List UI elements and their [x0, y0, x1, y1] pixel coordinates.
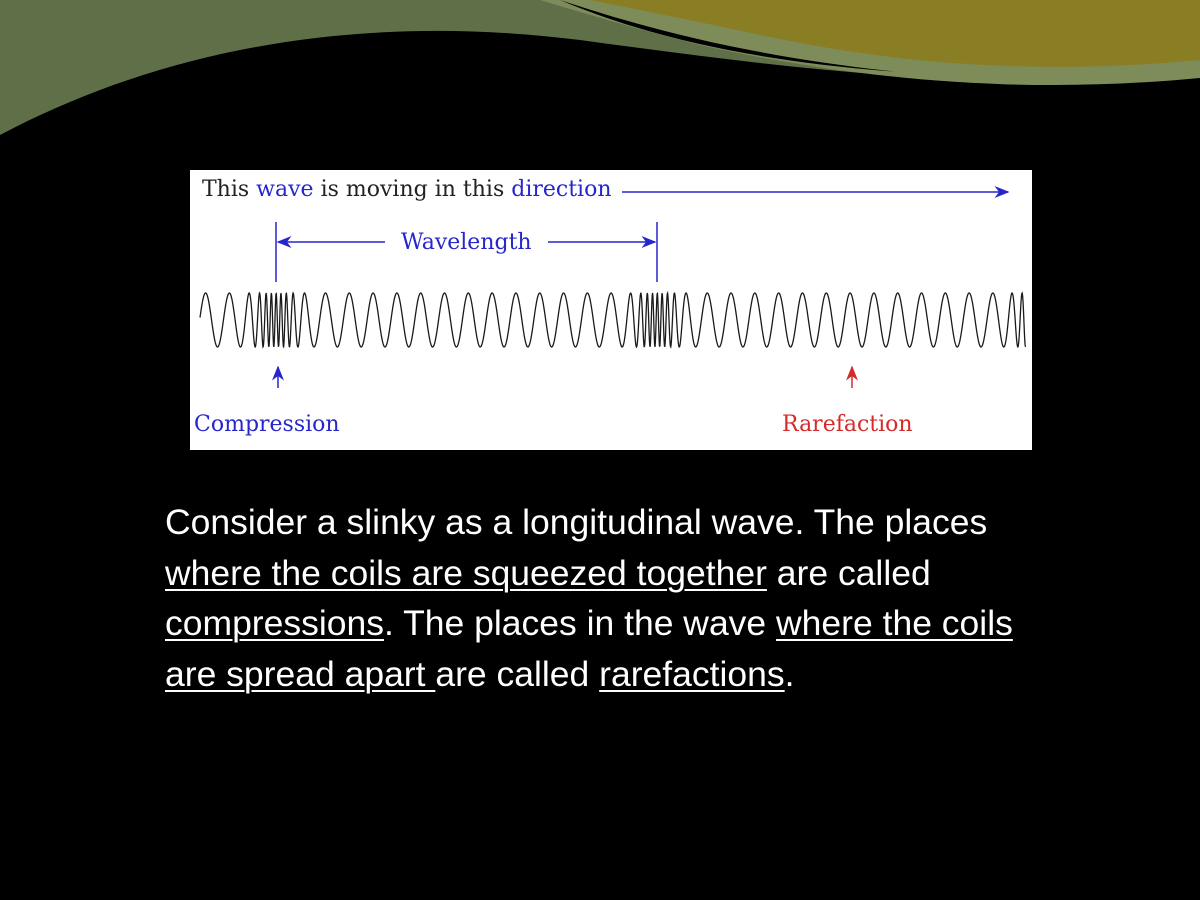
body-paragraph	[165, 497, 1065, 699]
rarefactions-term: rarefactions	[599, 653, 785, 694]
longitudinal-wave-line	[200, 293, 1026, 347]
rarefaction-label: Rarefaction	[782, 412, 913, 437]
compression-label: Compression	[194, 412, 340, 437]
direction-caption: This wave is moving in this direction	[202, 177, 612, 202]
body-text-1: Consider a slinky as a longitudinal wave. The places	[165, 502, 988, 542]
squeezed-together-phrase: where the coils are squeezed together	[165, 552, 767, 593]
body-text-2: are called	[766, 552, 931, 593]
body-text-4: are called	[435, 653, 600, 694]
spread-apart-phrase: where the coils are spread apart	[165, 603, 1013, 694]
body-text-5: .	[784, 653, 795, 694]
wave-diagram	[190, 170, 1032, 450]
wavelength-label: Wavelength	[401, 230, 532, 255]
body-text-3: . The places in the wave	[384, 603, 777, 643]
wave-diagram-svg	[190, 170, 1032, 450]
compressions-term: compressions	[165, 603, 384, 643]
header-banner	[0, 0, 1200, 160]
